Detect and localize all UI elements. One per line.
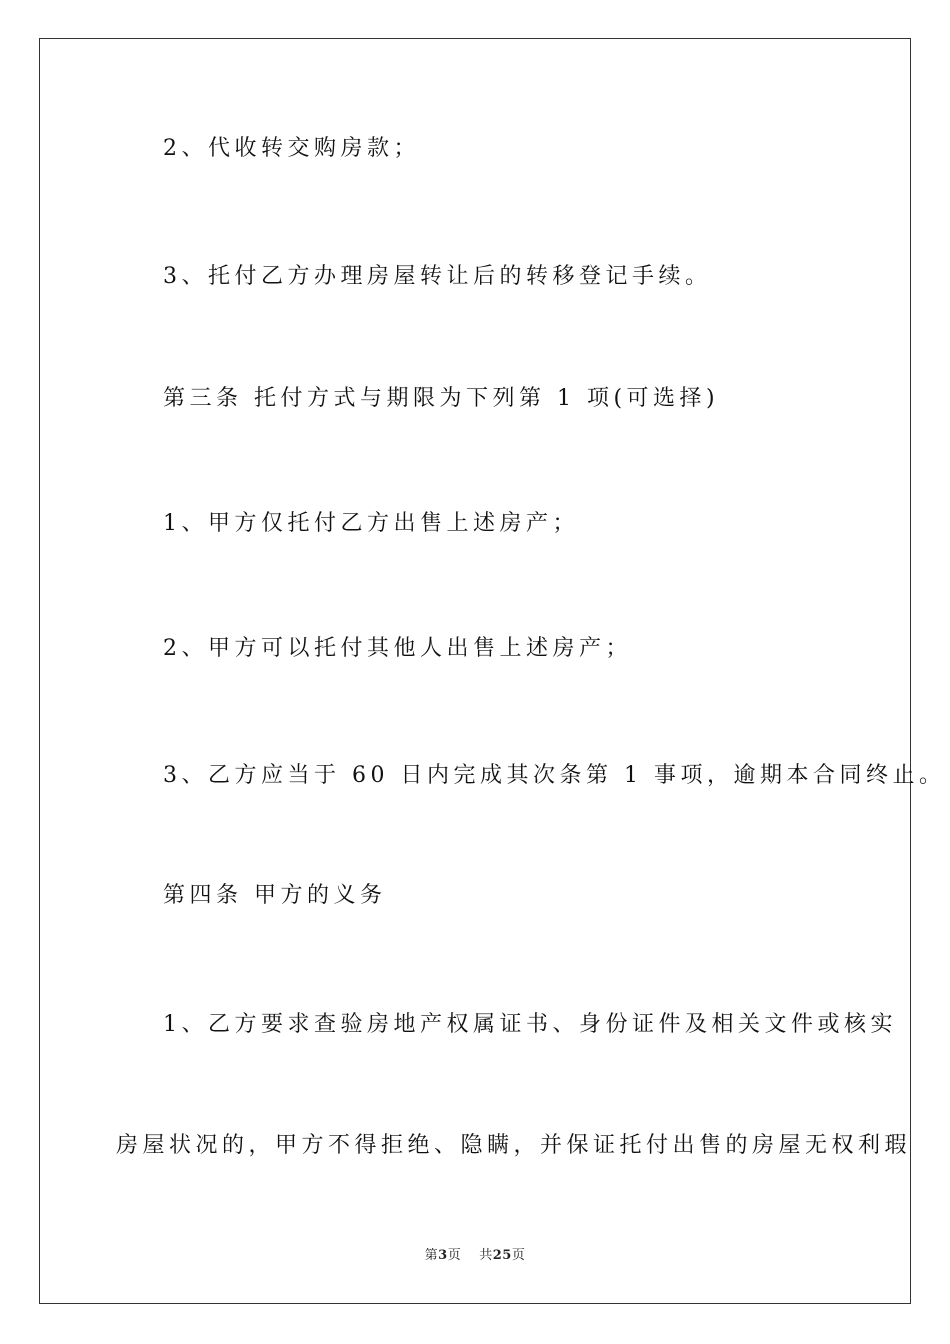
- footer-total-prefix: 共: [479, 1248, 493, 1263]
- paragraph-line: 3、托付乙方办理房屋转让后的转移登记手续。: [163, 264, 712, 289]
- paragraph-line: 1、甲方仅托付乙方出售上述房产；: [163, 511, 579, 536]
- paragraph-line-continued: 房屋状况的，甲方不得拒绝、隐瞒，并保证托付出售的房屋无权利瑕: [116, 1133, 912, 1158]
- footer-page-prefix: 第: [424, 1248, 439, 1263]
- footer-page-total: 25: [492, 1248, 512, 1263]
- section-heading-3: 第三条 托付方式与期限为下列第 1 项(可选择): [163, 386, 720, 411]
- footer-total-suffix: 页: [511, 1248, 526, 1263]
- page-footer: [0, 1247, 950, 1265]
- paragraph-line: 1、乙方要求查验房地产权属证书、身份证件及相关文件或核实: [163, 1012, 897, 1037]
- paragraph-line: 2、代收转交购房款；: [163, 136, 420, 161]
- paragraph-line: 3、乙方应当于 60 日内完成其次条第 1 事项，逾期本合同终止。: [163, 763, 946, 788]
- footer-page-current: 3: [438, 1248, 448, 1263]
- footer-page-mid: 页: [447, 1248, 462, 1263]
- section-heading-4: 第四条 甲方的义务: [163, 883, 387, 908]
- page-border: [39, 38, 911, 1304]
- paragraph-line: 2、甲方可以托付其他人出售上述房产；: [163, 636, 632, 661]
